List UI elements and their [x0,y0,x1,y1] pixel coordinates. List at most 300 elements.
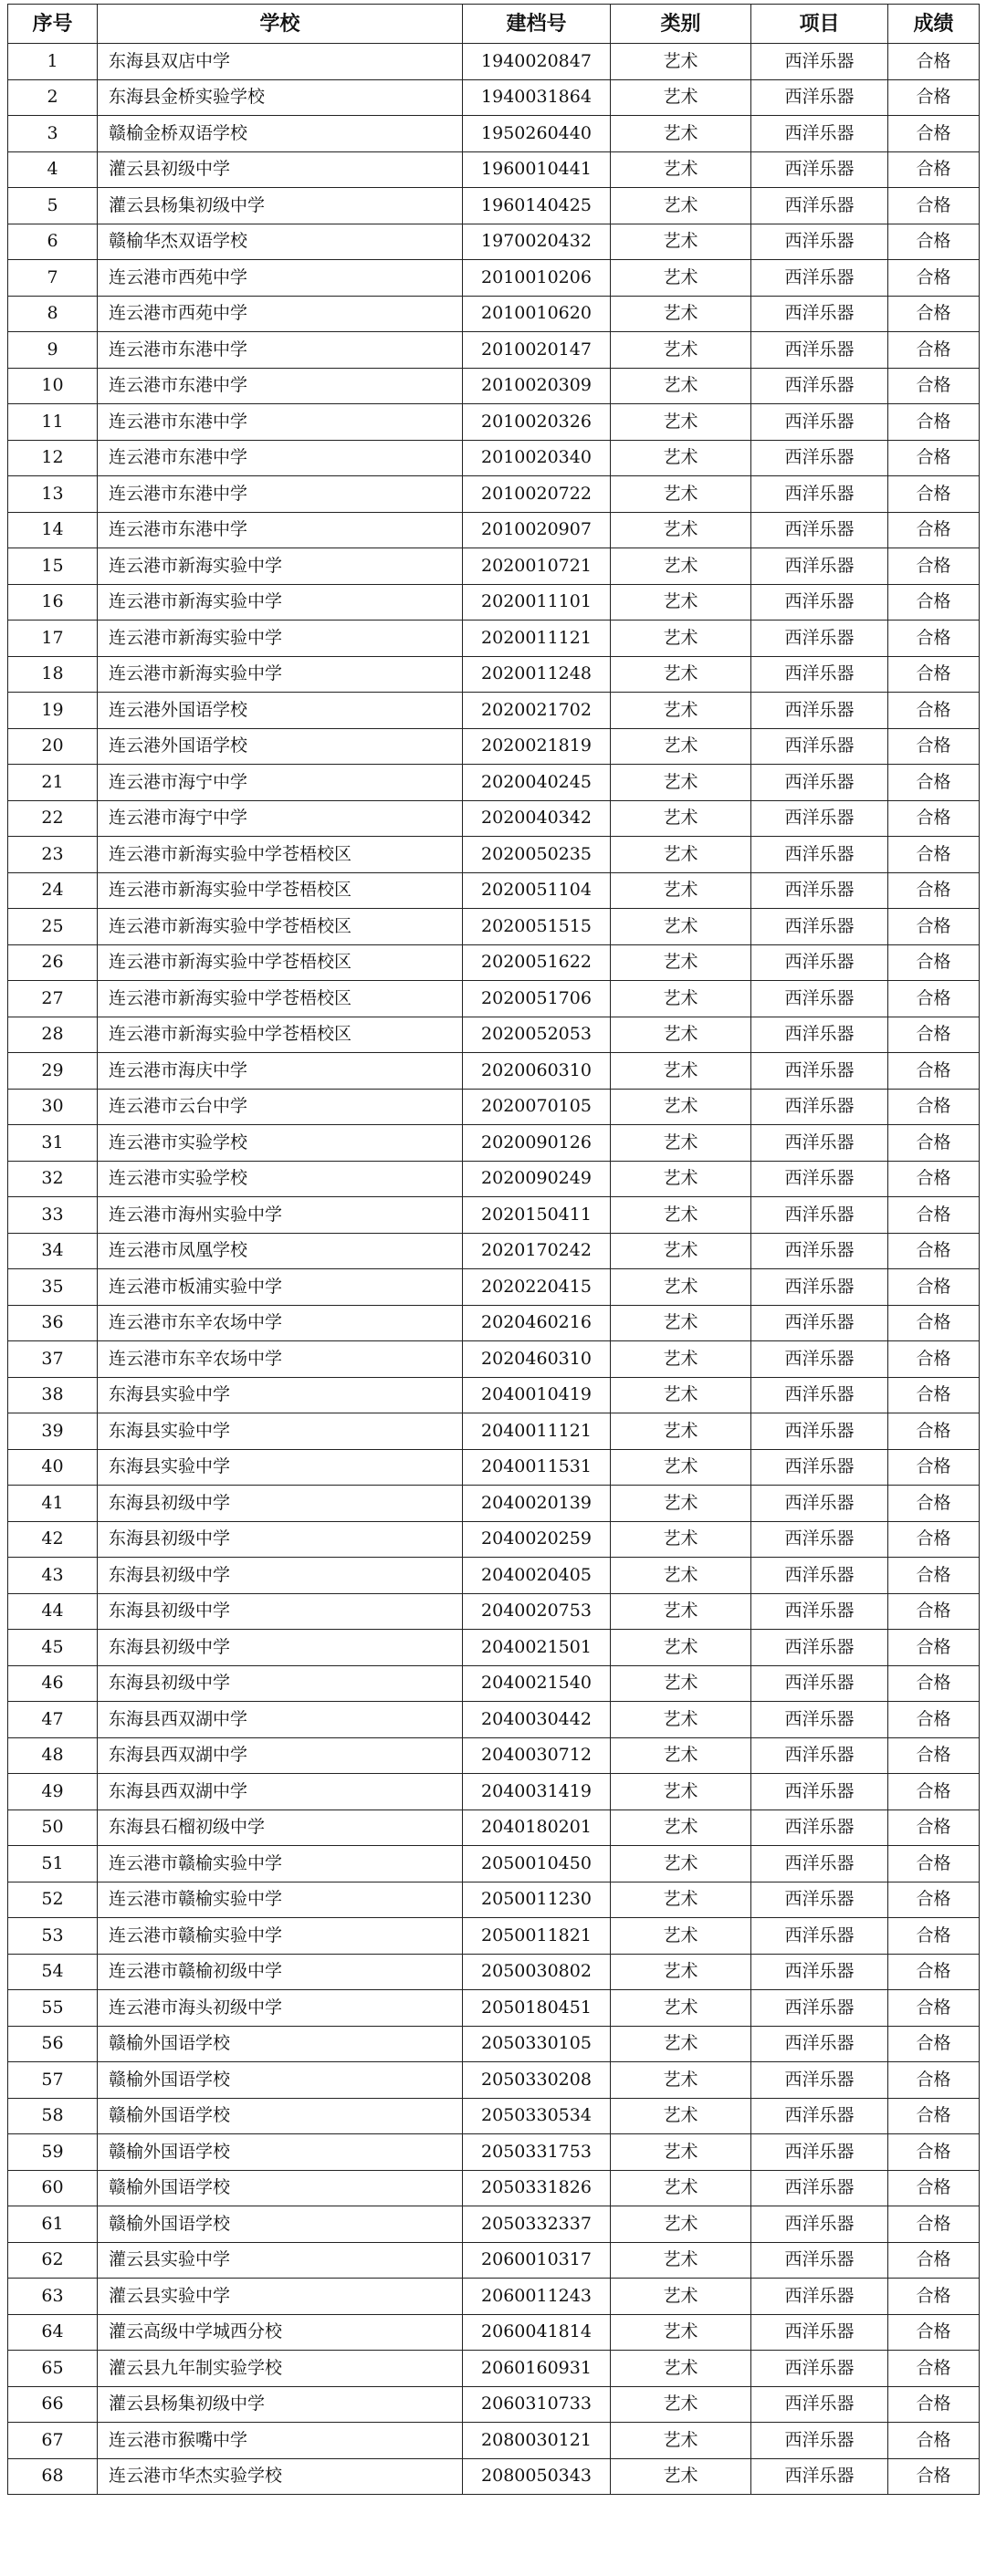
table-row [8,2242,980,2279]
row-category: 艺术 [611,872,751,909]
row-grade: 合格 [888,260,980,297]
row-category: 艺术 [611,296,751,332]
row-grade: 合格 [888,1918,980,1955]
row-grade: 合格 [888,1954,980,1990]
table-row [8,909,980,945]
row-file-number: 2080050343 [463,2458,611,2495]
row-grade: 合格 [888,1377,980,1413]
row-school: 赣榆外国语学校 [98,2206,463,2243]
row-item: 西洋乐器 [751,1125,888,1162]
row-grade: 合格 [888,1125,980,1162]
row-item: 西洋乐器 [751,2423,888,2459]
row-category: 艺术 [611,1089,751,1125]
row-category: 艺术 [611,2134,751,2171]
row-category: 艺术 [611,1413,751,1450]
row-school: 东海县初级中学 [98,1630,463,1666]
row-category: 艺术 [611,440,751,476]
table-row [8,1125,980,1162]
row-file-number: 2040020753 [463,1593,611,1630]
row-item: 西洋乐器 [751,1918,888,1955]
row-item: 西洋乐器 [751,260,888,297]
row-grade: 合格 [888,1702,980,1738]
table-row [8,548,980,585]
row-file-number: 2020050235 [463,837,611,873]
table-row [8,224,980,260]
table-row [8,1593,980,1630]
table-row [8,1918,980,1955]
row-file-number: 2050330534 [463,2098,611,2134]
row-category: 艺术 [611,1702,751,1738]
row-school: 连云港市东港中学 [98,512,463,548]
row-file-number: 2020460310 [463,1341,611,1378]
table-row [8,621,980,657]
table-row [8,296,980,332]
row-school: 连云港市新海实验中学 [98,548,463,585]
row-school: 灌云县杨集初级中学 [98,188,463,224]
row-file-number: 2010020340 [463,440,611,476]
table-row [8,837,980,873]
row-school: 东海县初级中学 [98,1558,463,1594]
row-school: 连云港市新海实验中学 [98,584,463,621]
row-index: 47 [8,1702,98,1738]
row-item: 西洋乐器 [751,2098,888,2134]
row-school: 连云港市新海实验中学 [98,656,463,693]
row-category: 艺术 [611,981,751,1017]
row-file-number: 2050331753 [463,2134,611,2171]
header-index: 序号 [8,5,98,44]
row-item: 西洋乐器 [751,332,888,369]
table-row [8,1990,980,2027]
row-file-number: 2020170242 [463,1233,611,1269]
table-row [8,1269,980,1306]
row-index: 23 [8,837,98,873]
row-item: 西洋乐器 [751,2062,888,2099]
row-school: 连云港市新海实验中学苍梧校区 [98,1017,463,1053]
row-category: 艺术 [611,837,751,873]
row-item: 西洋乐器 [751,1089,888,1125]
row-file-number: 2050331826 [463,2170,611,2206]
table-row [8,260,980,297]
row-category: 艺术 [611,1305,751,1341]
row-item: 西洋乐器 [751,872,888,909]
row-file-number: 2010020309 [463,368,611,404]
row-item: 西洋乐器 [751,1197,888,1234]
row-grade: 合格 [888,1305,980,1341]
table-row [8,2423,980,2459]
row-category: 艺术 [611,44,751,80]
row-category: 艺术 [611,224,751,260]
row-school: 连云港市新海实验中学苍梧校区 [98,872,463,909]
row-school: 连云港市东港中学 [98,332,463,369]
row-item: 西洋乐器 [751,188,888,224]
row-index: 56 [8,2026,98,2062]
table-row [8,2314,980,2351]
row-school: 连云港市实验学校 [98,1125,463,1162]
row-file-number: 1940020847 [463,44,611,80]
row-category: 艺术 [611,2314,751,2351]
table-row [8,656,980,693]
row-category: 艺术 [611,1990,751,2027]
row-category: 艺术 [611,2026,751,2062]
row-grade: 合格 [888,2170,980,2206]
row-grade: 合格 [888,2423,980,2459]
table-body [8,44,980,2495]
table-row [8,1665,980,1702]
row-grade: 合格 [888,2386,980,2423]
row-file-number: 2020150411 [463,1197,611,1234]
row-item: 西洋乐器 [751,693,888,729]
table-row [8,1774,980,1810]
row-grade: 合格 [888,79,980,116]
row-file-number: 2010020907 [463,512,611,548]
row-item: 西洋乐器 [751,1882,888,1918]
table-row [8,872,980,909]
row-index: 33 [8,1197,98,1234]
row-index: 9 [8,332,98,369]
row-item: 西洋乐器 [751,621,888,657]
table-row [8,116,980,152]
row-file-number: 2050011821 [463,1918,611,1955]
table-row [8,693,980,729]
row-category: 艺术 [611,1809,751,1846]
row-grade: 合格 [888,1846,980,1882]
row-index: 63 [8,2279,98,2315]
row-grade: 合格 [888,944,980,981]
row-index: 54 [8,1954,98,1990]
row-file-number: 2040010419 [463,1377,611,1413]
row-category: 艺术 [611,944,751,981]
row-school: 东海县实验中学 [98,1449,463,1486]
row-item: 西洋乐器 [751,1305,888,1341]
row-category: 艺术 [611,2351,751,2387]
row-school: 赣榆外国语学校 [98,2062,463,2099]
row-school: 赣榆华杰双语学校 [98,224,463,260]
row-file-number: 2020051515 [463,909,611,945]
table-row [8,2134,980,2171]
table-row [8,584,980,621]
row-grade: 合格 [888,476,980,513]
row-file-number: 2050330105 [463,2026,611,2062]
results-document [7,4,979,2495]
row-item: 西洋乐器 [751,1449,888,1486]
row-index: 35 [8,1269,98,1306]
row-item: 西洋乐器 [751,2351,888,2387]
row-item: 西洋乐器 [751,1702,888,1738]
row-grade: 合格 [888,1233,980,1269]
row-file-number: 2010020326 [463,404,611,441]
row-file-number: 2050011230 [463,1882,611,1918]
row-category: 艺术 [611,1737,751,1774]
row-item: 西洋乐器 [751,2458,888,2495]
row-grade: 合格 [888,1665,980,1702]
table-row [8,2351,980,2387]
row-grade: 合格 [888,512,980,548]
row-grade: 合格 [888,1341,980,1378]
header-item: 项目 [751,5,888,44]
row-category: 艺术 [611,1954,751,1990]
row-grade: 合格 [888,2351,980,2387]
row-index: 28 [8,1017,98,1053]
row-category: 艺术 [611,1233,751,1269]
row-file-number: 2020052053 [463,1017,611,1053]
row-grade: 合格 [888,1089,980,1125]
row-school: 连云港市凤凰学校 [98,1233,463,1269]
row-item: 西洋乐器 [751,728,888,765]
row-category: 艺术 [611,2242,751,2279]
row-item: 西洋乐器 [751,116,888,152]
row-school: 连云港市新海实验中学 [98,621,463,657]
row-index: 2 [8,79,98,116]
row-grade: 合格 [888,440,980,476]
table-row [8,1521,980,1558]
row-file-number: 2040021501 [463,1630,611,1666]
row-item: 西洋乐器 [751,404,888,441]
table-row [8,440,980,476]
row-grade: 合格 [888,909,980,945]
row-index: 40 [8,1449,98,1486]
row-grade: 合格 [888,224,980,260]
row-index: 5 [8,188,98,224]
row-file-number: 2020220415 [463,1269,611,1306]
row-school: 连云港市东港中学 [98,368,463,404]
row-item: 西洋乐器 [751,548,888,585]
table-row [8,981,980,1017]
row-category: 艺术 [611,2098,751,2134]
row-category: 艺术 [611,1774,751,1810]
table-row [8,2206,980,2243]
row-file-number: 2010010206 [463,260,611,297]
row-item: 西洋乐器 [751,1521,888,1558]
row-category: 艺术 [611,621,751,657]
row-school: 连云港市板浦实验中学 [98,1269,463,1306]
row-school: 东海县西双湖中学 [98,1774,463,1810]
table-row [8,1809,980,1846]
row-file-number: 2050180451 [463,1990,611,2027]
row-school: 赣榆外国语学校 [98,2026,463,2062]
row-category: 艺术 [611,2423,751,2459]
row-school: 东海县初级中学 [98,1665,463,1702]
row-grade: 合格 [888,1882,980,1918]
row-school: 连云港市赣榆实验中学 [98,1846,463,1882]
row-item: 西洋乐器 [751,2386,888,2423]
row-index: 42 [8,1521,98,1558]
table-row [8,2026,980,2062]
row-school: 连云港市东辛农场中学 [98,1305,463,1341]
row-file-number: 2020040245 [463,765,611,801]
row-file-number: 2020051104 [463,872,611,909]
row-grade: 合格 [888,1990,980,2027]
row-index: 36 [8,1305,98,1341]
table-row [8,476,980,513]
row-index: 18 [8,656,98,693]
header-grade: 成绩 [888,5,980,44]
row-item: 西洋乐器 [751,1486,888,1522]
row-school: 连云港市西苑中学 [98,296,463,332]
row-file-number: 2040011121 [463,1413,611,1450]
row-index: 65 [8,2351,98,2387]
row-grade: 合格 [888,1593,980,1630]
row-index: 22 [8,800,98,837]
row-grade: 合格 [888,765,980,801]
row-index: 53 [8,1918,98,1955]
row-index: 6 [8,224,98,260]
row-item: 西洋乐器 [751,2242,888,2279]
row-index: 12 [8,440,98,476]
row-file-number: 1950260440 [463,116,611,152]
row-file-number: 2050332337 [463,2206,611,2243]
row-file-number: 2020011101 [463,584,611,621]
row-file-number: 1940031864 [463,79,611,116]
table-row [8,368,980,404]
row-school: 连云港市实验学校 [98,1161,463,1197]
row-item: 西洋乐器 [751,44,888,80]
row-item: 西洋乐器 [751,1990,888,2027]
row-item: 西洋乐器 [751,2314,888,2351]
table-row [8,1053,980,1090]
row-category: 艺术 [611,1125,751,1162]
table-row [8,1197,980,1234]
row-index: 61 [8,2206,98,2243]
row-grade: 合格 [888,332,980,369]
row-school: 灌云高级中学城西分校 [98,2314,463,2351]
table-row [8,2386,980,2423]
row-file-number: 2060310733 [463,2386,611,2423]
row-index: 43 [8,1558,98,1594]
table-row [8,1737,980,1774]
row-file-number: 2020060310 [463,1053,611,1090]
row-file-number: 1960140425 [463,188,611,224]
row-school: 东海县石榴初级中学 [98,1809,463,1846]
row-category: 艺术 [611,1341,751,1378]
row-index: 58 [8,2098,98,2134]
row-category: 艺术 [611,2279,751,2315]
table-row [8,1341,980,1378]
table-row [8,79,980,116]
row-file-number: 2050330208 [463,2062,611,2099]
row-index: 57 [8,2062,98,2099]
row-category: 艺术 [611,765,751,801]
row-grade: 合格 [888,1521,980,1558]
row-item: 西洋乐器 [751,656,888,693]
row-index: 26 [8,944,98,981]
row-school: 东海县西双湖中学 [98,1737,463,1774]
row-index: 34 [8,1233,98,1269]
row-file-number: 2010020147 [463,332,611,369]
row-item: 西洋乐器 [751,1630,888,1666]
row-category: 艺术 [611,2062,751,2099]
row-category: 艺术 [611,1161,751,1197]
row-category: 艺术 [611,260,751,297]
row-school: 连云港市东港中学 [98,440,463,476]
row-item: 西洋乐器 [751,2170,888,2206]
row-category: 艺术 [611,1593,751,1630]
row-index: 29 [8,1053,98,1090]
row-school: 赣榆金桥双语学校 [98,116,463,152]
row-file-number: 2040031419 [463,1774,611,1810]
row-index: 67 [8,2423,98,2459]
row-file-number: 2010020722 [463,476,611,513]
row-category: 艺术 [611,116,751,152]
row-index: 48 [8,1737,98,1774]
row-file-number: 2050010450 [463,1846,611,1882]
results-table [7,4,980,2495]
row-school: 灌云县九年制实验学校 [98,2351,463,2387]
table-row [8,1413,980,1450]
row-category: 艺术 [611,656,751,693]
row-school: 连云港外国语学校 [98,693,463,729]
header-category: 类别 [611,5,751,44]
row-item: 西洋乐器 [751,1737,888,1774]
row-grade: 合格 [888,2098,980,2134]
row-category: 艺术 [611,1486,751,1522]
row-grade: 合格 [888,728,980,765]
table-row [8,512,980,548]
table-row [8,188,980,224]
header-school: 学校 [98,5,463,44]
row-item: 西洋乐器 [751,1161,888,1197]
row-category: 艺术 [611,476,751,513]
row-item: 西洋乐器 [751,224,888,260]
row-grade: 合格 [888,1161,980,1197]
row-item: 西洋乐器 [751,1774,888,1810]
row-item: 西洋乐器 [751,1341,888,1378]
row-item: 西洋乐器 [751,1665,888,1702]
row-category: 艺术 [611,1630,751,1666]
row-index: 64 [8,2314,98,2351]
row-grade: 合格 [888,2026,980,2062]
row-index: 14 [8,512,98,548]
row-category: 艺术 [611,404,751,441]
row-grade: 合格 [888,584,980,621]
row-grade: 合格 [888,1449,980,1486]
table-row [8,1017,980,1053]
row-index: 16 [8,584,98,621]
row-file-number: 2010010620 [463,296,611,332]
row-index: 10 [8,368,98,404]
row-school: 连云港市赣榆实验中学 [98,1918,463,1955]
row-item: 西洋乐器 [751,765,888,801]
row-school: 连云港市东辛农场中学 [98,1341,463,1378]
row-file-number: 2050030802 [463,1954,611,1990]
row-school: 连云港市新海实验中学苍梧校区 [98,837,463,873]
table-row [8,404,980,441]
table-row [8,1558,980,1594]
row-school: 连云港市猴嘴中学 [98,2423,463,2459]
table-row [8,1377,980,1413]
row-grade: 合格 [888,2458,980,2495]
row-grade: 合格 [888,981,980,1017]
row-category: 艺术 [611,368,751,404]
row-item: 西洋乐器 [751,368,888,404]
row-school: 连云港市海州实验中学 [98,1197,463,1234]
row-file-number: 2040021540 [463,1665,611,1702]
table-row [8,944,980,981]
row-grade: 合格 [888,2206,980,2243]
row-index: 27 [8,981,98,1017]
row-index: 66 [8,2386,98,2423]
table-row [8,151,980,188]
row-grade: 合格 [888,837,980,873]
row-school: 连云港市云台中学 [98,1089,463,1125]
row-category: 艺术 [611,1197,751,1234]
row-item: 西洋乐器 [751,944,888,981]
row-school: 连云港市新海实验中学苍梧校区 [98,944,463,981]
row-item: 西洋乐器 [751,1269,888,1306]
row-index: 46 [8,1665,98,1702]
header-file-number: 建档号 [463,5,611,44]
row-school: 连云港市赣榆初级中学 [98,1954,463,1990]
row-index: 21 [8,765,98,801]
